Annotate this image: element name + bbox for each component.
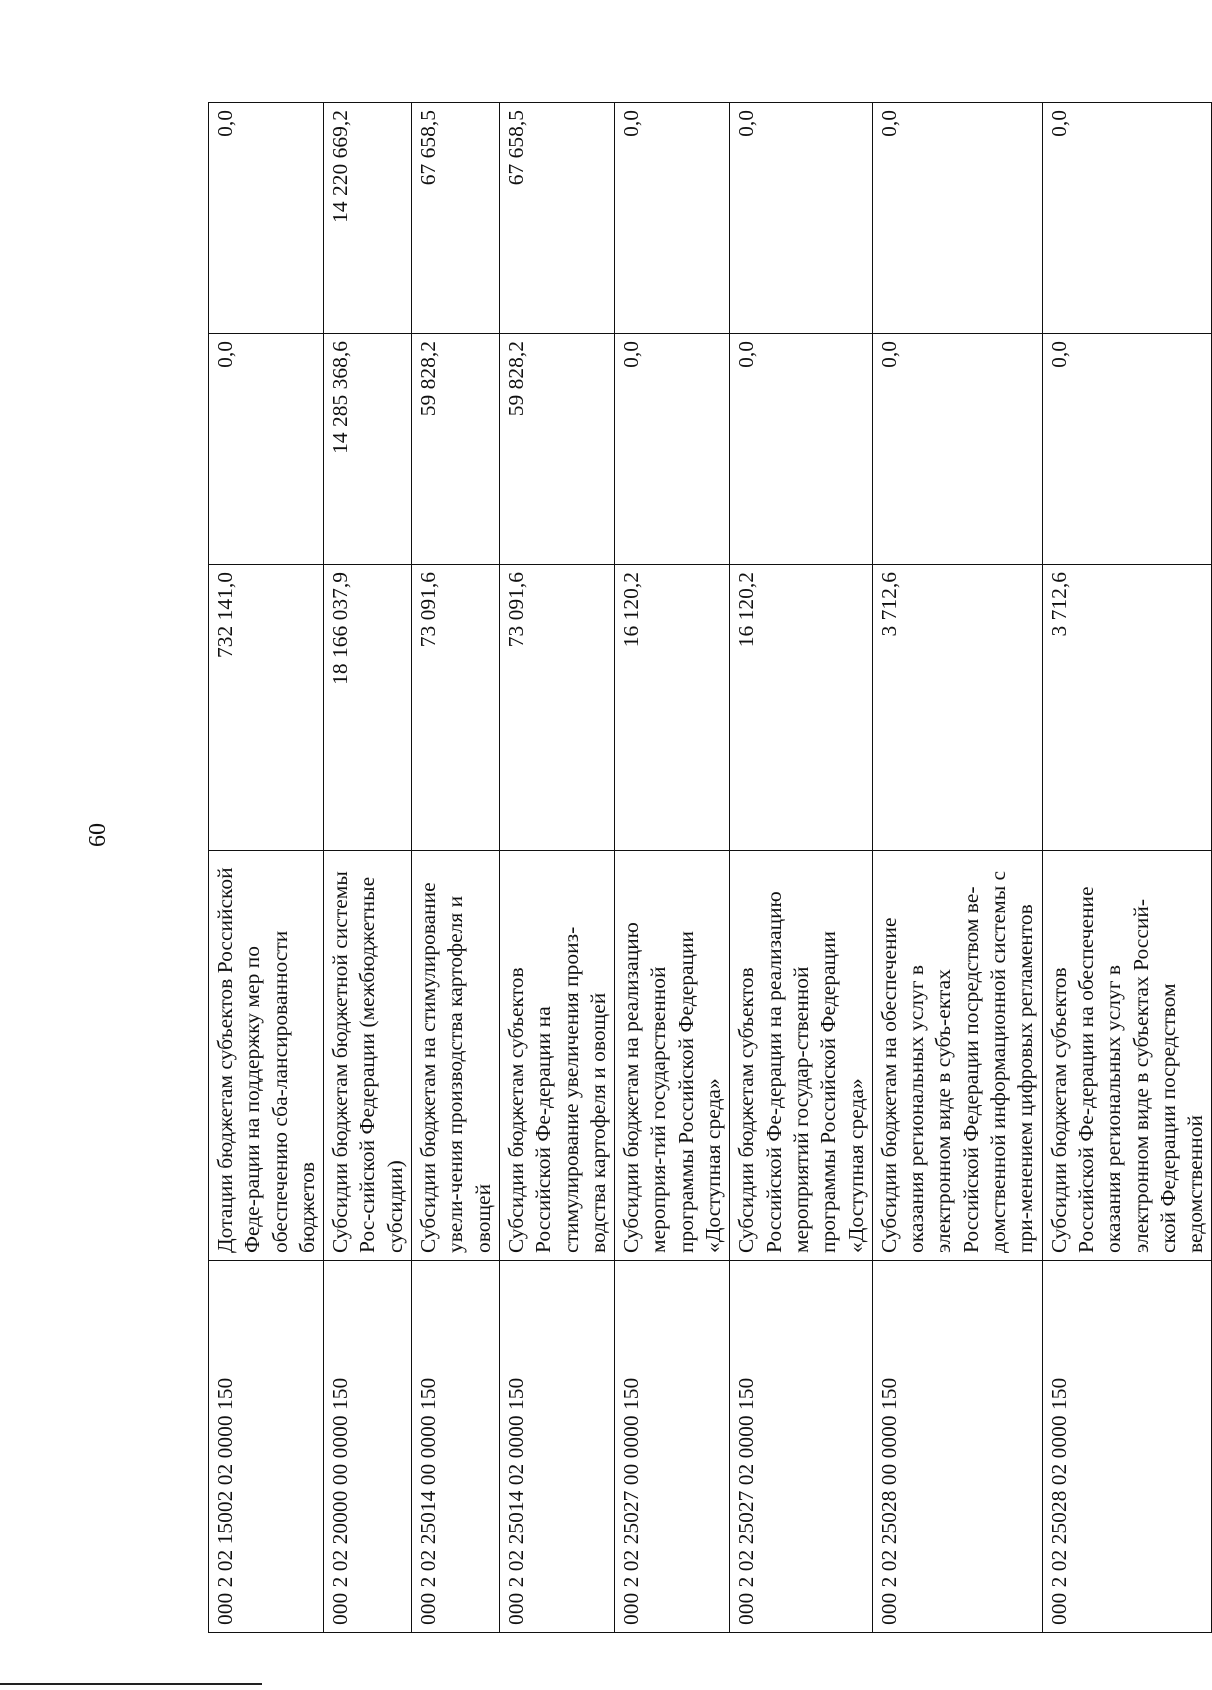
table-row xyxy=(1042,103,1212,1633)
budget-code-cell: 000 2 02 25028 00 0000 150 xyxy=(872,1261,1042,1633)
amount-cell-1: 16 120,2 xyxy=(730,565,872,851)
page-number xyxy=(68,815,128,855)
amount-cell-1: 16 120,2 xyxy=(615,565,730,851)
amount-cell-2: 0,0 xyxy=(730,334,872,565)
revenue-name-cell: Дотации бюджетам субъектов Российской Феде-рации на поддержку мер по обеспечению сба-лансированности бюджетов xyxy=(209,851,324,1261)
amount-cell-2: 0,0 xyxy=(872,334,1042,565)
amount-cell-1: 73 091,6 xyxy=(499,565,614,851)
revenue-name-cell: Субсидии бюджетам субъектов Российской Фе-дерации на реализацию мероприятий государ-ственной программы Российской Федерации «Доступная среда» xyxy=(730,851,872,1261)
rotated-table-container xyxy=(208,103,1208,1633)
amount-cell-2: 59 828,2 xyxy=(499,334,614,565)
revenue-name-cell: Субсидии бюджетам субъектов Российской Фе-дерации на обеспечение оказания региональных услуг в электронном виде в субъектах Россий-ской Федерации посредством ведомственной xyxy=(1042,851,1212,1261)
amount-cell-3: 0,0 xyxy=(209,103,324,334)
footnote-separator-line xyxy=(0,1683,262,1685)
revenue-name-cell: Субсидии бюджетам на обеспечение оказания региональных услуг в электронном виде в субъ-ектах Российской Федерации посредством ве-домственной информационной системы с при-менением цифровых регламентов xyxy=(872,851,1042,1261)
page-number-text: 60 xyxy=(84,823,111,847)
amount-cell-3: 67 658,5 xyxy=(499,103,614,334)
table-row xyxy=(324,103,412,1633)
revenue-name-cell: Субсидии бюджетам бюджетной системы Рос-сийской Федерации (межбюджетные субсидии) xyxy=(324,851,412,1261)
amount-cell-1: 732 141,0 xyxy=(209,565,324,851)
amount-cell-1: 73 091,6 xyxy=(412,565,500,851)
amount-cell-1: 3 712,6 xyxy=(1042,565,1212,851)
budget-code-cell: 000 2 02 15002 02 0000 150 xyxy=(209,1261,324,1633)
amount-cell-2: 0,0 xyxy=(615,334,730,565)
budget-code-cell: 000 2 02 20000 00 0000 150 xyxy=(324,1261,412,1633)
table-row xyxy=(730,103,872,1633)
amount-cell-3: 0,0 xyxy=(730,103,872,334)
table-row xyxy=(872,103,1042,1633)
revenue-name-cell: Субсидии бюджетам субъектов Российской Фе-дерации на стимулирование увеличения произ-водства картофеля и овощей xyxy=(499,851,614,1261)
amount-cell-3: 14 220 669,2 xyxy=(324,103,412,334)
amount-cell-3: 0,0 xyxy=(1042,103,1212,334)
budget-code-cell: 000 2 02 25014 00 0000 150 xyxy=(412,1261,500,1633)
amount-cell-3: 0,0 xyxy=(615,103,730,334)
revenue-name-cell: Субсидии бюджетам на стимулирование увели-чения производства картофеля и овощей xyxy=(412,851,500,1261)
revenue-name-cell: Субсидии бюджетам на реализацию мероприя-тий государственной программы Российской Федерации «Доступная среда» xyxy=(615,851,730,1261)
amount-cell-1: 3 712,6 xyxy=(872,565,1042,851)
amount-cell-3: 67 658,5 xyxy=(412,103,500,334)
table-row xyxy=(615,103,730,1633)
amount-cell-3: 0,0 xyxy=(872,103,1042,334)
table-row xyxy=(209,103,324,1633)
amount-cell-2: 0,0 xyxy=(209,334,324,565)
budget-revenue-table xyxy=(208,102,1212,1633)
budget-code-cell: 000 2 02 25028 02 0000 150 xyxy=(1042,1261,1212,1633)
amount-cell-2: 59 828,2 xyxy=(412,334,500,565)
budget-code-cell: 000 2 02 25027 00 0000 150 xyxy=(615,1261,730,1633)
amount-cell-1: 18 166 037,9 xyxy=(324,565,412,851)
table-row xyxy=(499,103,614,1633)
amount-cell-2: 14 285 368,6 xyxy=(324,334,412,565)
budget-code-cell: 000 2 02 25027 02 0000 150 xyxy=(730,1261,872,1633)
budget-code-cell: 000 2 02 25014 02 0000 150 xyxy=(499,1261,614,1633)
amount-cell-2: 0,0 xyxy=(1042,334,1212,565)
table-row xyxy=(412,103,500,1633)
